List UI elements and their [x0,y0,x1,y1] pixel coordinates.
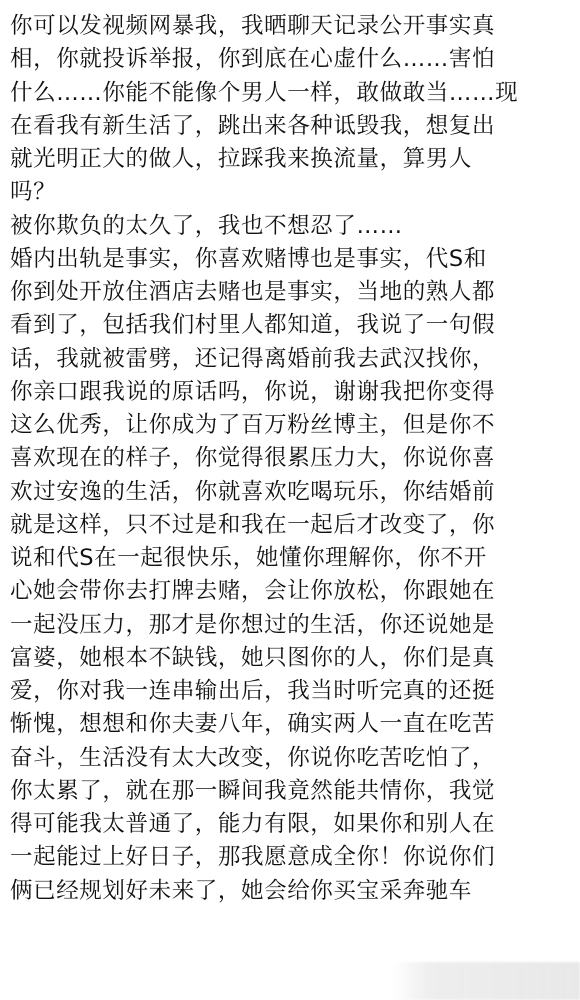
text-line: 你太累了，就在那一瞬间我竟然能共情你，我觉 [10,777,496,804]
text-line: 喜欢现在的样子，你觉得很累压力大，你说你喜 [10,445,496,472]
text-line: 心她会带你去打牌去赌，会让你放松，你跟她在 [10,578,496,605]
text-line: 惭愧，想想和你夫妻八年，确实两人一直在吃苦 [10,711,496,738]
text-line: 什么……你能不能像个男人一样，敢做敢当……现 [10,79,519,106]
text-line: 话，我就被雷劈，还记得离婚前我去武汉找你， [10,345,496,372]
text-line: 欢过安逸的生活，你就喜欢吃喝玩乐，你结婚前 [10,478,496,505]
text-line: 奋斗，生活没有太大改变，你说你吃苦吃怕了， [10,744,496,771]
text-line: 俩已经规划好未来了，她会给你买宝采奔驰车 [10,877,473,904]
text-line: 婚内出轨是事实，你喜欢赌博也是事实，代S和 [10,245,487,272]
text-line: 看到了，包括我们村里人都知道，我说了一句假 [10,312,496,339]
text-line: 被你欺负的太久了，我也不想忍了…… [10,212,403,239]
text-line: 一起能过上好日子，那我愿意成全你！你说你们 [10,844,496,871]
text-line: 在看我有新生活了，跳出来各种诋毁我，想复出 [10,112,496,139]
text-line: 说和代S在一起很快乐，她懂你理解你，你不开 [10,545,487,571]
text-line: 就是这样，只不过是和我在一起后才改变了，你 [10,511,496,538]
text-line: 得可能我太普通了，能力有限，如果你和别人在 [10,811,496,837]
text-line: 富婆，她根本不缺钱，她只图你的人，你们是真 [10,644,496,671]
text-line: 吗？ [10,179,57,206]
watermark-blur [392,962,580,1000]
text-line: 就光明正大的做人，拉踩我来换流量，算男人 [10,146,473,172]
text-line: 一起没压力，那才是你想过的生活，你还说她是 [10,611,496,638]
text-line: 你到处开放住酒店去赌也是事实，当地的熟人都 [10,279,496,305]
text-line: 这么优秀，让你成为了百万粉丝博主，但是你不 [10,412,496,438]
text-line: 你可以发视频网暴我，我晒聊天记录公开事实真 [10,13,496,39]
text-line: 相，你就投诉举报，你到底在心虚什么……害怕 [10,46,496,73]
text-line: 你亲口跟我说的原话吗，你说，谢谢我把你变得 [10,378,496,405]
text-line: 爱，你对我一连串输出后，我当时听完真的还挺 [10,678,496,704]
